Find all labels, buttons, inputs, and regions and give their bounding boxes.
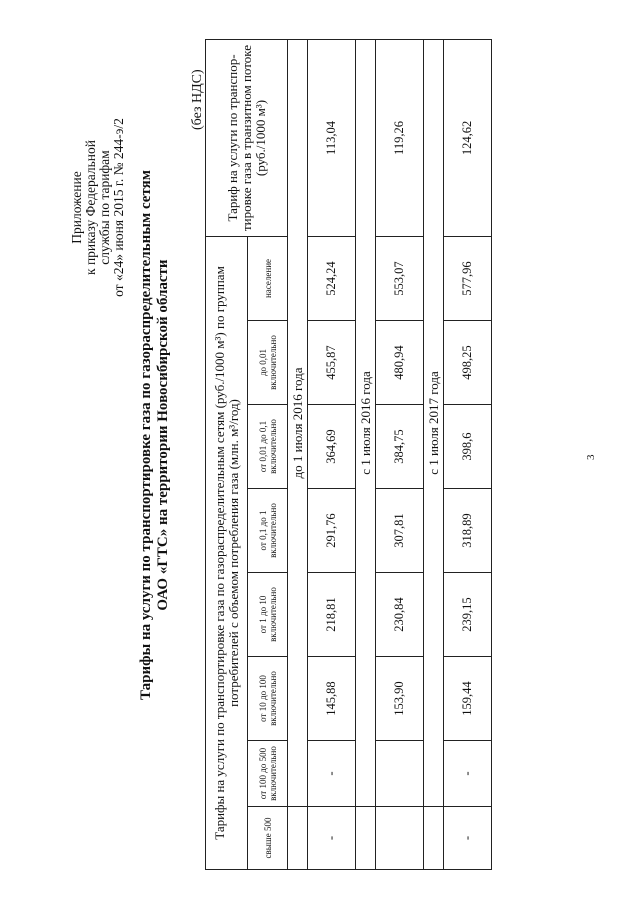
table-cell: 364,69 xyxy=(308,405,356,489)
column-header: от 10 до 100 включительно xyxy=(248,657,288,741)
table-cell: 455,87 xyxy=(308,321,356,405)
transit-cell: 124,62 xyxy=(444,39,492,236)
period-label: с 1 июля 2016 года xyxy=(356,39,376,806)
vat-note: (без НДС) xyxy=(190,69,205,130)
table-row xyxy=(444,39,492,869)
table-cell: 398,6 xyxy=(444,405,492,489)
column-header: от 0,01 до 0,1 включительно xyxy=(248,405,288,489)
table-cell: 318,89 xyxy=(444,489,492,573)
table-cell: 145,88 xyxy=(308,657,356,741)
transit-cell: 113,04 xyxy=(308,39,356,236)
table-cell: 577,96 xyxy=(444,236,492,320)
table-cell: 480,94 xyxy=(376,321,424,405)
table-cell: 384,75 xyxy=(376,405,424,489)
column-header: от 1 до 10 включительно xyxy=(248,573,288,657)
column-header: до 0,01 включительно xyxy=(248,321,288,405)
column-header: от 0,1 до 1 включительно xyxy=(248,489,288,573)
column-header: население xyxy=(248,236,288,320)
header-main: Тарифы на услуги по транспортировке газа по газораспределительным сетям (руб./1000 м³) по группам потребителей с объемом потребления газа (млн. м³/год) xyxy=(206,236,248,869)
title-line-2: ОАО «ГТС» на территории Новосибирской области xyxy=(155,259,171,611)
table-cell: 239,15 xyxy=(444,573,492,657)
table-cell: - xyxy=(444,741,492,807)
period-label: до 1 июля 2016 года xyxy=(288,39,308,806)
table-row xyxy=(376,39,424,869)
table-cell: 218,81 xyxy=(308,573,356,657)
document-title xyxy=(138,145,172,725)
appendix-line-3: службы по тарифам xyxy=(97,150,112,265)
table-cell: - xyxy=(308,741,356,807)
table-cell: - xyxy=(308,807,356,870)
table-row xyxy=(308,39,356,869)
period-label: с 1 июля 2017 года xyxy=(424,39,444,806)
table-cell: 153,90 xyxy=(376,657,424,741)
table-cell: - xyxy=(444,807,492,870)
appendix-block xyxy=(70,85,126,330)
tariff-table xyxy=(205,39,492,870)
title-line-1: Тарифы на услуги по транспортировке газа по газораспределительным сетям xyxy=(138,170,154,700)
appendix-line-2: к приказу Федеральной xyxy=(83,140,98,275)
appendix-line-4: от «24» июня 2015 г. № 244-э/2 xyxy=(111,118,126,297)
table-cell: 291,76 xyxy=(308,489,356,573)
table-cell: 307,81 xyxy=(376,489,424,573)
table-cell: 230,84 xyxy=(376,573,424,657)
appendix-line-1: Приложение xyxy=(69,171,84,244)
table-cell: 524,24 xyxy=(308,236,356,320)
table-cell xyxy=(376,807,424,870)
table-cell: 159,44 xyxy=(444,657,492,741)
table-cell: 498,25 xyxy=(444,321,492,405)
column-header: свыше 500 xyxy=(248,807,288,870)
column-header: от 100 до 500 включительно xyxy=(248,741,288,807)
page-number: 3 xyxy=(585,454,597,460)
transit-cell: 119,26 xyxy=(376,39,424,236)
header-transit: Тариф на услуги по транспор-тировке газа в транзитном потоке (руб./1000 м³) xyxy=(206,39,288,236)
table-cell xyxy=(376,741,424,807)
table-cell: 553,07 xyxy=(376,236,424,320)
